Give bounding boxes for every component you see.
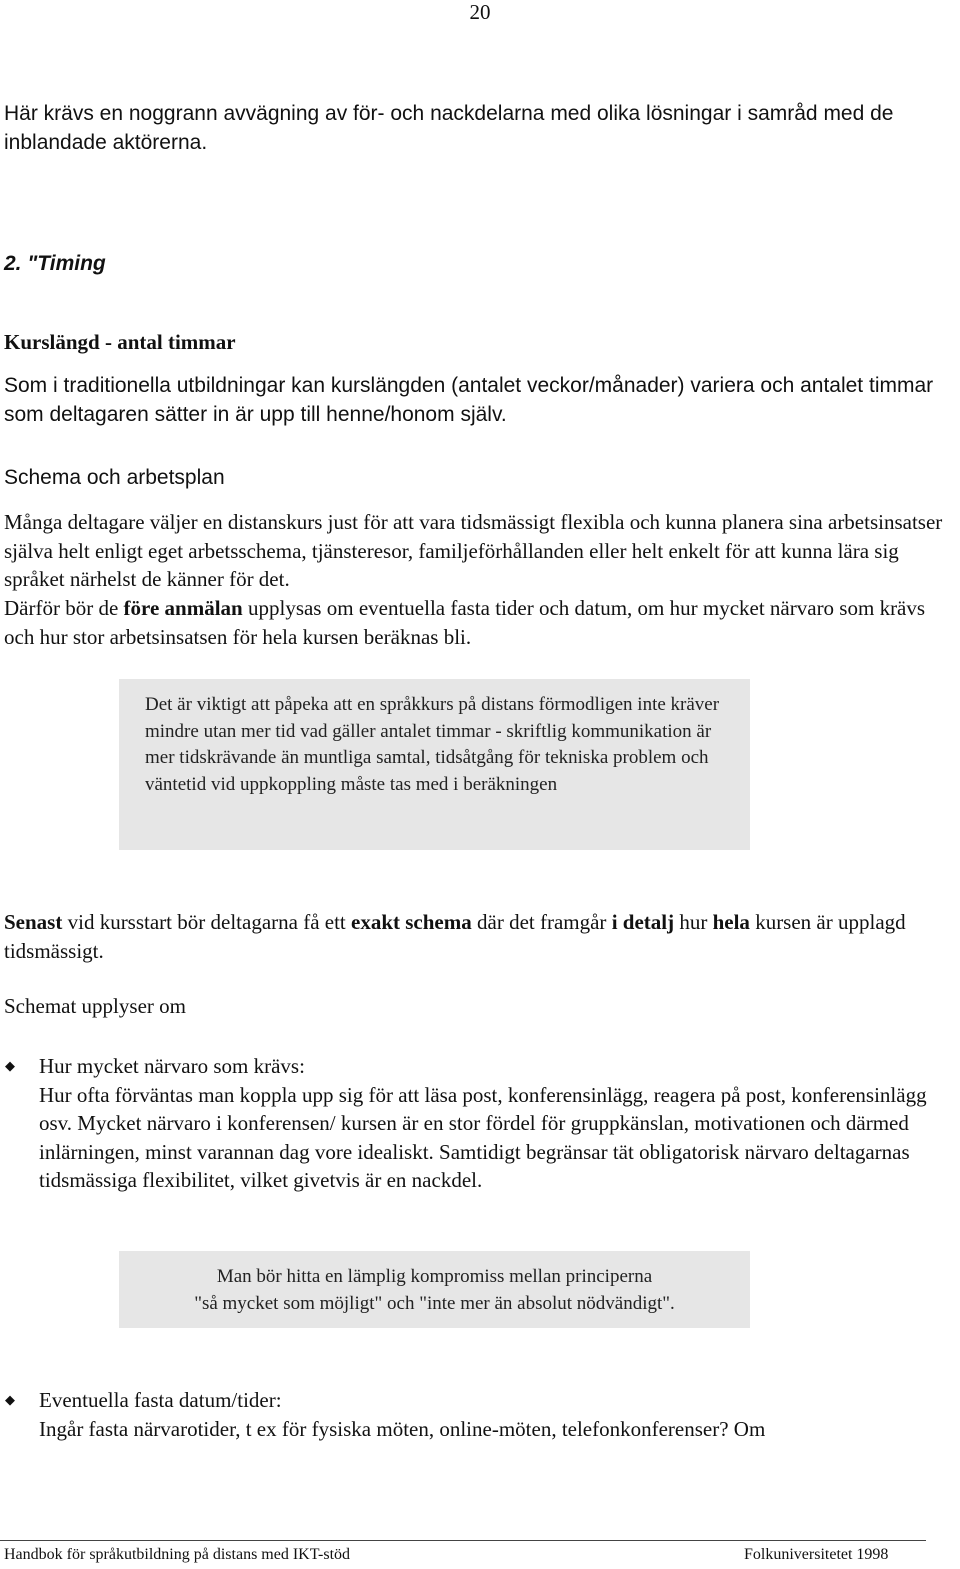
intro-paragraph: Här krävs en noggrann avvägning av för- och nackdelarna med olika lösningar i samråd med de inblandade aktörerna. [4,102,894,154]
callout-box-compromise [119,1251,750,1328]
subsection-heading-course-length: Kurslängd - antal timmar [4,330,236,354]
footer-left: Handbok för språkutbildning på distans med IKT-stöd [4,1546,351,1563]
callout-compromise-line-2: "så mycket som möjligt" och "inte mer än absolut nödvändigt". [194,1292,675,1314]
bullet-item-attendance [39,1052,939,1195]
bullet-body-fixed-dates: Ingår fasta närvarotider, t ex för fysiska möten, online-möten, telefonkonferenser? Om [39,1416,766,1441]
diamond-bullet-icon: ◆ [5,1058,15,1073]
diamond-bullet-icon: ◆ [5,1392,15,1407]
bullet-title-attendance: Hur mycket närvaro som krävs: [39,1054,305,1078]
callout-text-compromise [119,1264,750,1317]
footer-right: Folkuniversitetet 1998 [744,1546,889,1563]
course-length-paragraph: Som i traditionella utbildningar kan kurslängden (antalet veckor/månader) variera och antalet timmar som deltagaren sätter in är upp till henne/honom själv. [4,374,934,426]
senast-paragraph [4,908,959,965]
schemat-intro: Schemat upplyser om [4,994,186,1018]
senast-bold-3: i detalj [611,910,675,934]
announcement-suffix: upplysas om eventuella fasta tider och datum, om hur mycket närvaro som krävs och hur stor arbetsinsatsen för hela kursen beräknas bli. [4,596,926,649]
bullet-item-fixed-dates [39,1386,939,1443]
bullet-title-fixed-dates: Eventuella fasta datum/tider: [39,1388,282,1412]
announcement-paragraph [4,594,959,651]
section-heading: 2. "Timing [4,252,106,275]
senast-bold-2: exakt schema [351,910,472,934]
announcement-emphasis: före anmälan [123,596,243,620]
announcement-prefix: Därför bör de [4,596,124,620]
subsection-heading-schedule: Schema och arbetsplan [4,466,225,489]
callout-compromise-line-1: Man bör hitta en lämplig kompromiss mellan principerna [216,1266,653,1287]
senast-text-3: hur [674,910,713,934]
callout-box-time [119,679,750,850]
senast-text-4: kursen är upplagd tidsmässigt. [4,910,906,963]
senast-text-2: där det framgår [471,910,612,934]
senast-bold-4: hela [712,910,750,934]
footer-divider [0,1540,926,1541]
bullet-body-attendance: Hur ofta förväntas man koppla upp sig för att läsa post, konferensinlägg, reagera på post, konferensinlägg osv. Mycket närvaro i konferensen/ kursen är en stor fördel för gruppkänslan, motivationen och därmed inlärningen, minst varannan dag vore idealiskt. Samtidigt begränsar tät obligatorisk närvaro deltagarnas tidsmässiga flexibilitet, vilket givetvis är en nackdel. [39,1082,927,1192]
schedule-paragraph: Många deltagare väljer en distanskurs just för att vara tidsmässigt flexibla och kunna planera sina arbetsinsatser själva helt enligt eget arbetsschema, tjänsteresor, familjeförhållanden eller helt enkelt för att kunna lära sig språket närhelst de känner för det. [4,510,943,591]
page-number: 20 [469,0,491,24]
senast-bold-1: Senast [4,910,63,934]
senast-text-1: vid kursstart bör deltagarna få ett [62,910,352,934]
callout-text-time: Det är viktigt att påpeka att en språkkurs på distans förmodligen inte kräver mindre utan mer tid vad gäller antalet timmar - skriftlig kommunikation är mer tidskrävande än muntliga samtal, tidsåtgång för tekniska problem och väntetid vid uppkoppling måste tas med i beräkningen [145,694,720,795]
